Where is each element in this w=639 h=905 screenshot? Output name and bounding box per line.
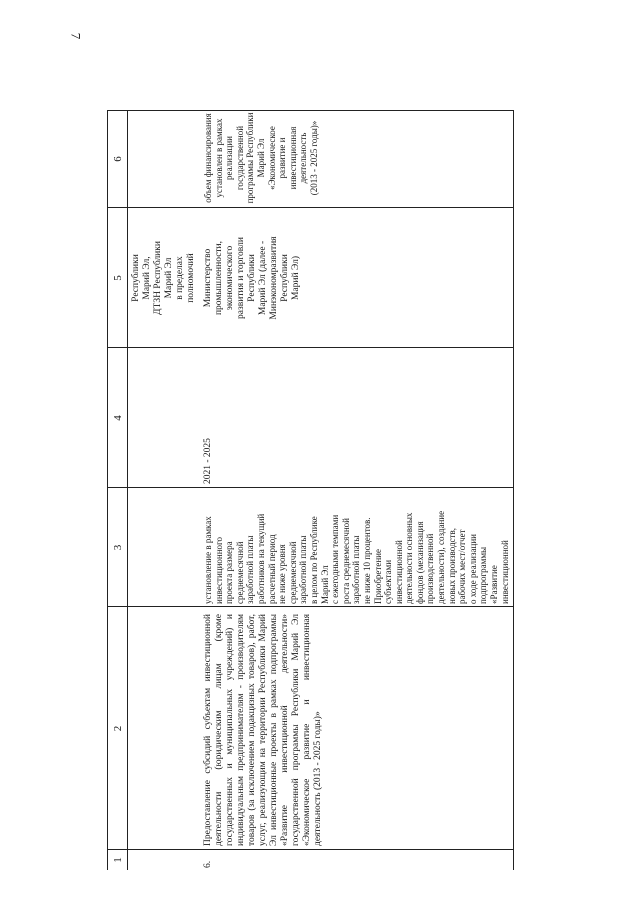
header-col-1: 1	[112, 857, 124, 863]
header-col-5: 5	[112, 275, 124, 281]
rotated-table	[107, 110, 514, 870]
row-responsible: Министерство промышленности, экономического развития и торговли Республики Марий Эл (далее - Минэкономразвития Республики Марий Эл)	[203, 236, 301, 320]
col-divider	[107, 849, 514, 850]
header-col-6: 6	[112, 156, 124, 162]
col-divider	[107, 606, 514, 607]
row-condition: установление в рамках инвестиционного проекта размера среднемесячной заработной платы работников на текущий расчетный период не ниже уровня среднемесячной заработной платы в целом по Республике Марий Эл с ежегодными темпами роста среднемесячной заработной платы не ниже 10 процентов. Приобретение субъектами инвестиционной деятельности основных фондов (механизация производственной деятельности), создание новых производств, рабочих мест/отчет о ходе реализации подпрограммы «Развитие инвестиционной	[203, 510, 510, 604]
header-divider	[127, 110, 128, 870]
row-period: 2021 - 2025	[203, 438, 213, 484]
col-divider	[107, 207, 514, 208]
row-number: 6.	[203, 860, 213, 868]
header-col-4: 4	[112, 415, 124, 421]
page-number: 7	[68, 32, 84, 40]
continuation-responsible: Республики Марий Эл, ДТЗН Республики Марий Эл в пределах полномочий	[131, 241, 196, 315]
header-col-3: 3	[112, 544, 124, 551]
col-divider	[107, 347, 514, 348]
row-description: Предоставление субсидий субъектам инвестиционной деятельности (юридическим лицам (кроме государственных и муниципальных учреждений) и индивидуальным предпринимателям - производителям товаров (за исключением подакцизных товаров), работ, услуг, реализующим на территории Республики Марий Эл инвестиционные проекты в рамках подпрограммы «Развитие инвестиционной деятельности» государственной программы Республики Марий Эл «Экономическое развитие и инвестиционная деятельность (2013 - 2025 годы)»	[203, 614, 323, 846]
row-financing: объем финансирования установлен в рамках реализации государственной программы Республики Марий Эл «Экономическое развитие и инвестиционная деятельность (2013 - 2025 годы)»	[203, 112, 319, 204]
header-col-2: 2	[112, 725, 124, 732]
